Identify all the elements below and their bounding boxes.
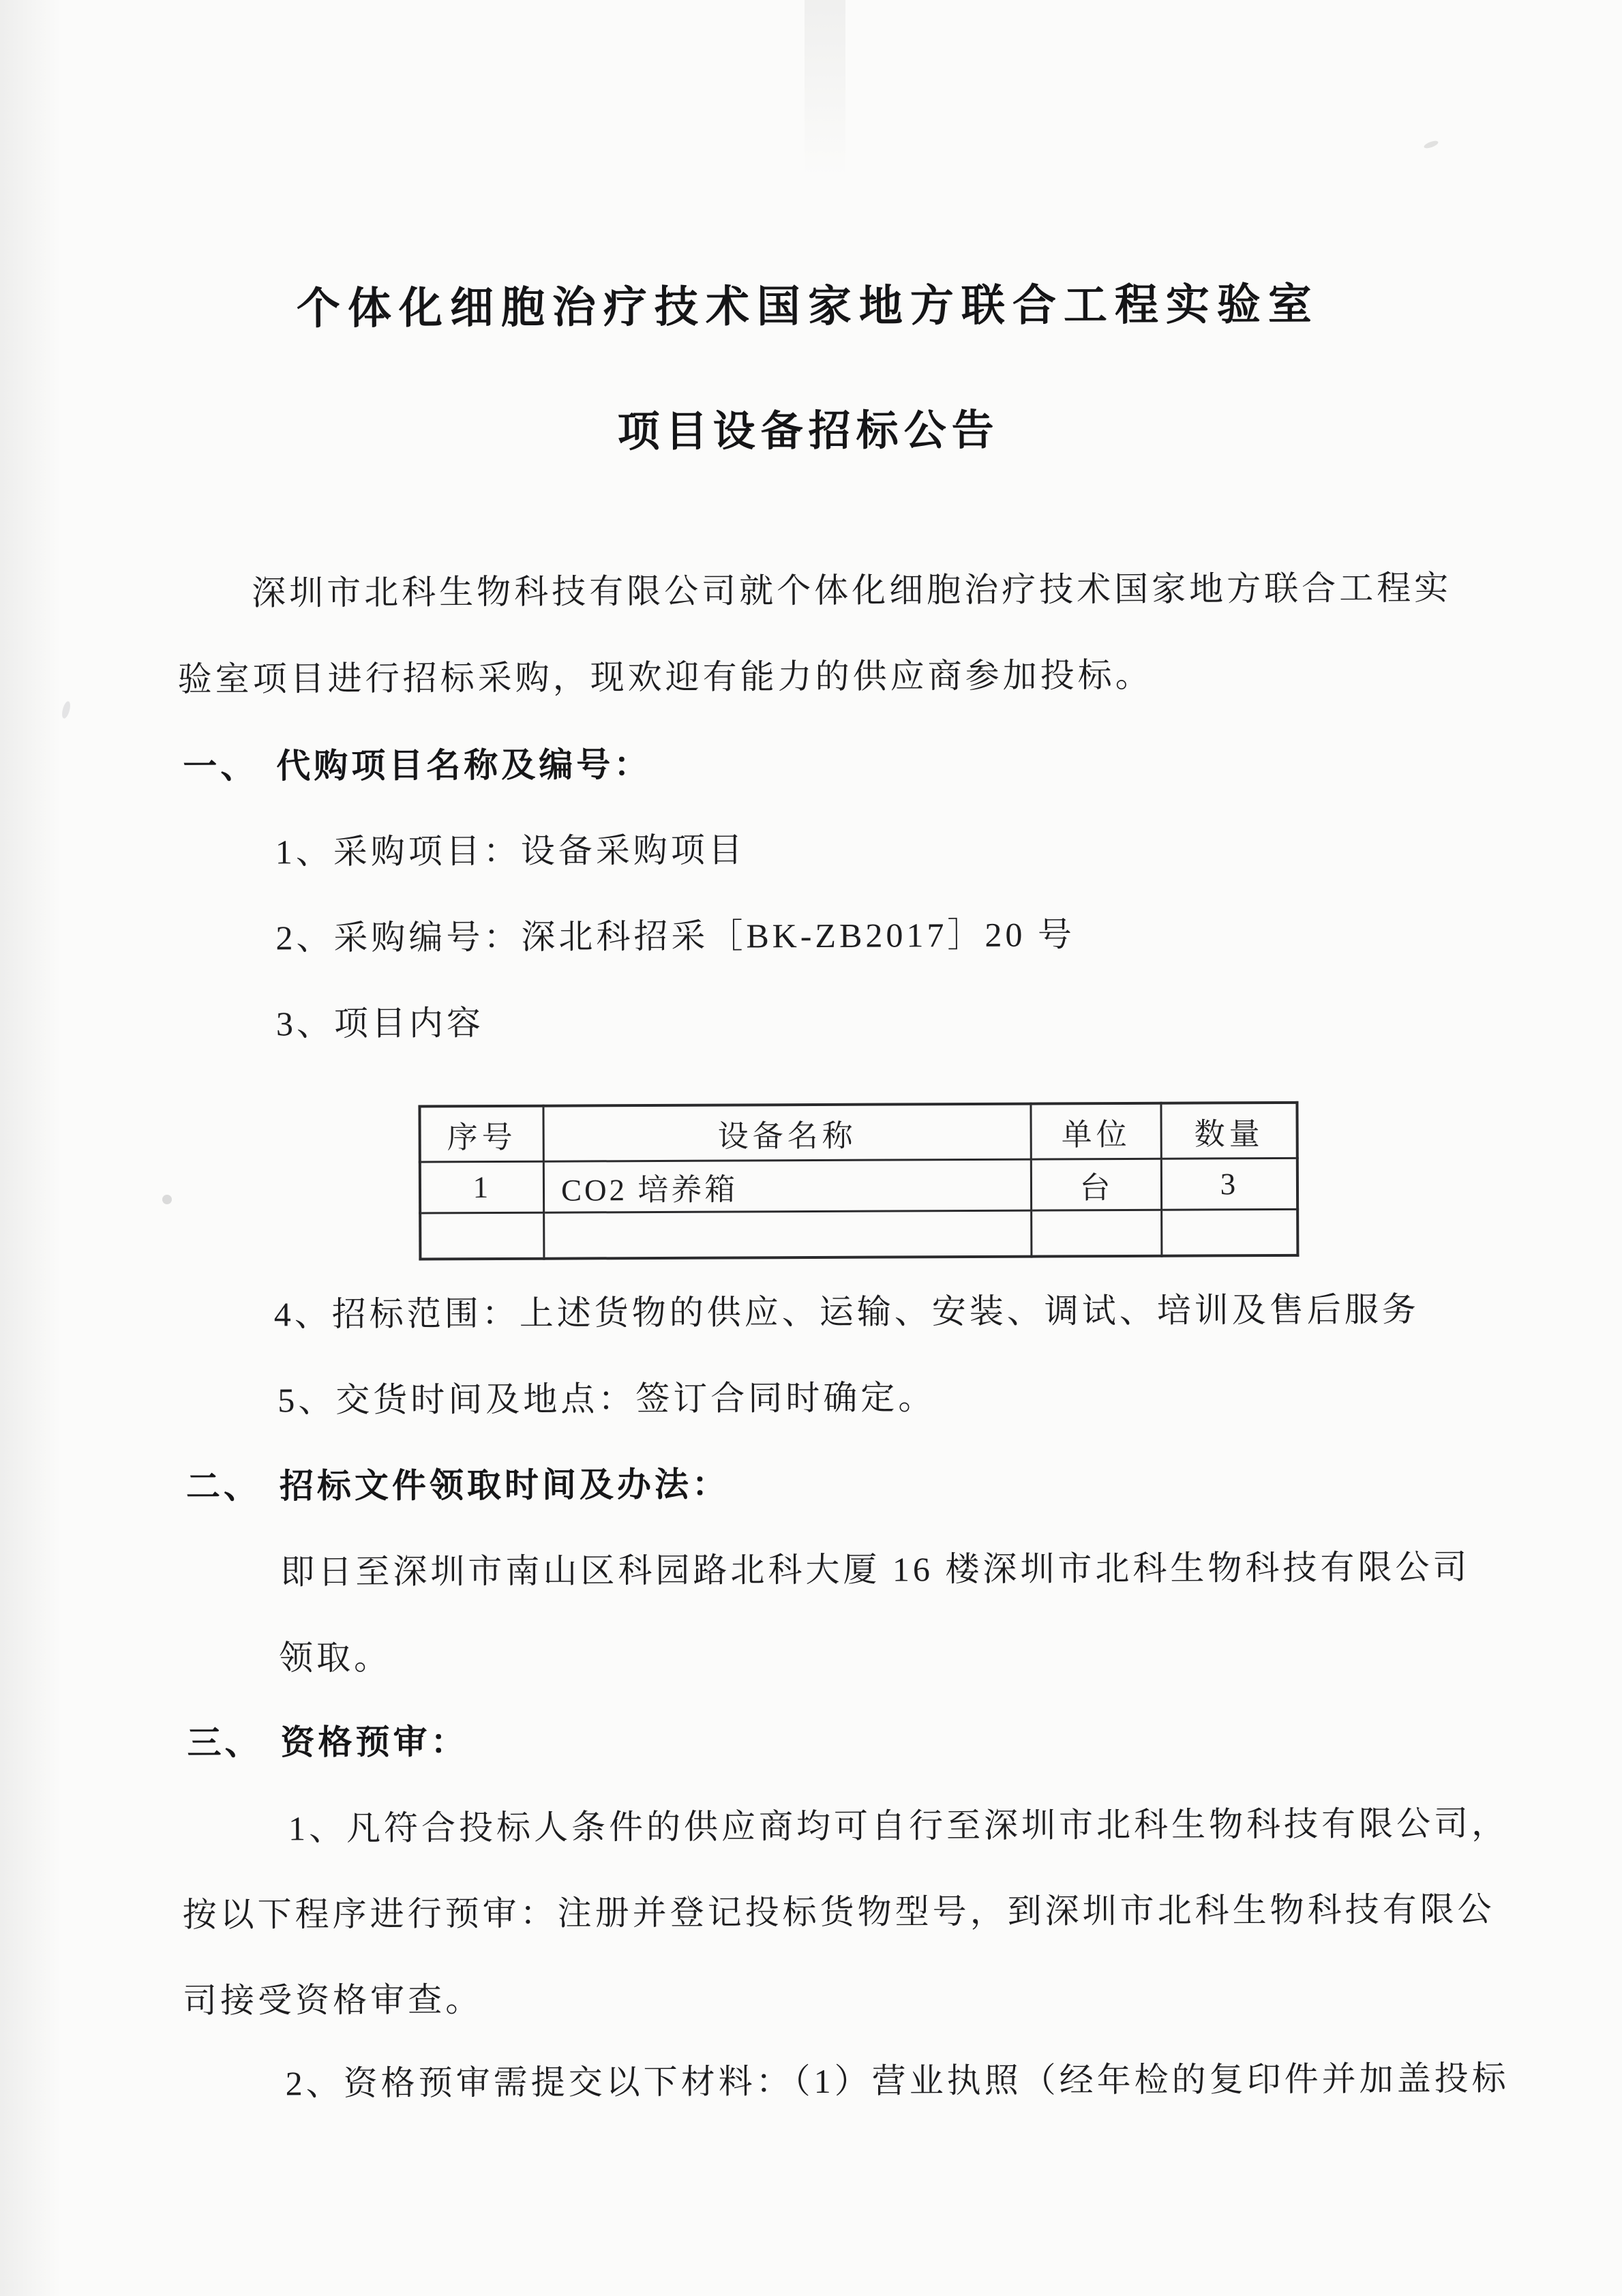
section1-item4: 4、招标范围：上述货物的供应、运输、安装、调试、培训及售后服务 <box>273 1290 1420 1334</box>
section3-line3: 司接受资格审查。 <box>183 1980 483 2021</box>
equipment-table-header-row <box>419 1103 1297 1162</box>
table-header-equipment-name: 设备名称 <box>543 1104 1031 1162</box>
section2-heading-text: 招标文件领取时间及办法： <box>279 1465 730 1506</box>
section2-number: 二、 <box>185 1467 262 1506</box>
section3-line1: 1、凡符合投标人条件的供应商均可自行至深圳市北科生物科技有限公司， <box>288 1804 1510 1848</box>
section3-heading <box>187 1714 468 1765</box>
section3-number: 三、 <box>187 1723 262 1763</box>
document-title-line1: 个体化细胞治疗技术国家地方联合工程实验室 <box>296 280 1319 333</box>
cell-equipment-name: CO2 培养箱 <box>543 1159 1031 1212</box>
section2-line1: 即日至深圳市南山区科园路北科大厦 16 楼深圳市北科生物科技有限公司 <box>280 1547 1471 1592</box>
cell-quantity: 3 <box>1161 1158 1297 1210</box>
section1-item3: 3、项目内容 <box>275 1004 485 1043</box>
document-title-line2: 项目设备招标公告 <box>617 407 1000 456</box>
section1-heading <box>183 737 651 788</box>
section1-item2: 2、采购编号：深北科招采［BK-ZB2017］20 号 <box>275 915 1075 957</box>
section1-number: 一、 <box>183 747 258 786</box>
cell-equipment-name <box>544 1210 1032 1259</box>
table-header-unit: 单位 <box>1031 1103 1161 1159</box>
section3-line4: 2、资格预审需提交以下材料：（1）营业执照（经年检的复印件并加盖投标 <box>285 2059 1510 2103</box>
table-header-quantity: 数量 <box>1161 1103 1297 1159</box>
section2-line2: 领取。 <box>278 1638 392 1678</box>
table-header-index: 序号 <box>419 1106 543 1162</box>
cell-quantity <box>1162 1209 1298 1255</box>
table-row <box>420 1158 1297 1213</box>
equipment-table <box>418 1101 1299 1261</box>
cell-index: 1 <box>420 1161 544 1213</box>
section1-item1: 1、采购项目：设备采购项目 <box>275 831 746 871</box>
intro-paragraph-line1: 深圳市北科生物科技有限公司就个体化细胞治疗技术国家地方联合工程实 <box>252 568 1452 612</box>
cell-unit <box>1032 1210 1162 1256</box>
section3-heading-text: 资格预审： <box>280 1723 468 1762</box>
table-row-empty <box>420 1209 1297 1259</box>
section3-line2: 按以下程序进行预审：注册并登记投标货物型号，到深圳市北科生物科技有限公 <box>182 1890 1495 1935</box>
intro-paragraph-line2: 验室项目进行招标采购，现欢迎有能力的供应商参加投标。 <box>177 655 1153 699</box>
section1-heading-text: 代购项目名称及编号： <box>276 745 652 786</box>
section1-item5: 5、交货时间及地点：签订合同时确定。 <box>277 1378 936 1420</box>
cell-unit: 台 <box>1031 1159 1161 1210</box>
cell-index <box>420 1212 544 1259</box>
section2-heading <box>186 1457 730 1508</box>
